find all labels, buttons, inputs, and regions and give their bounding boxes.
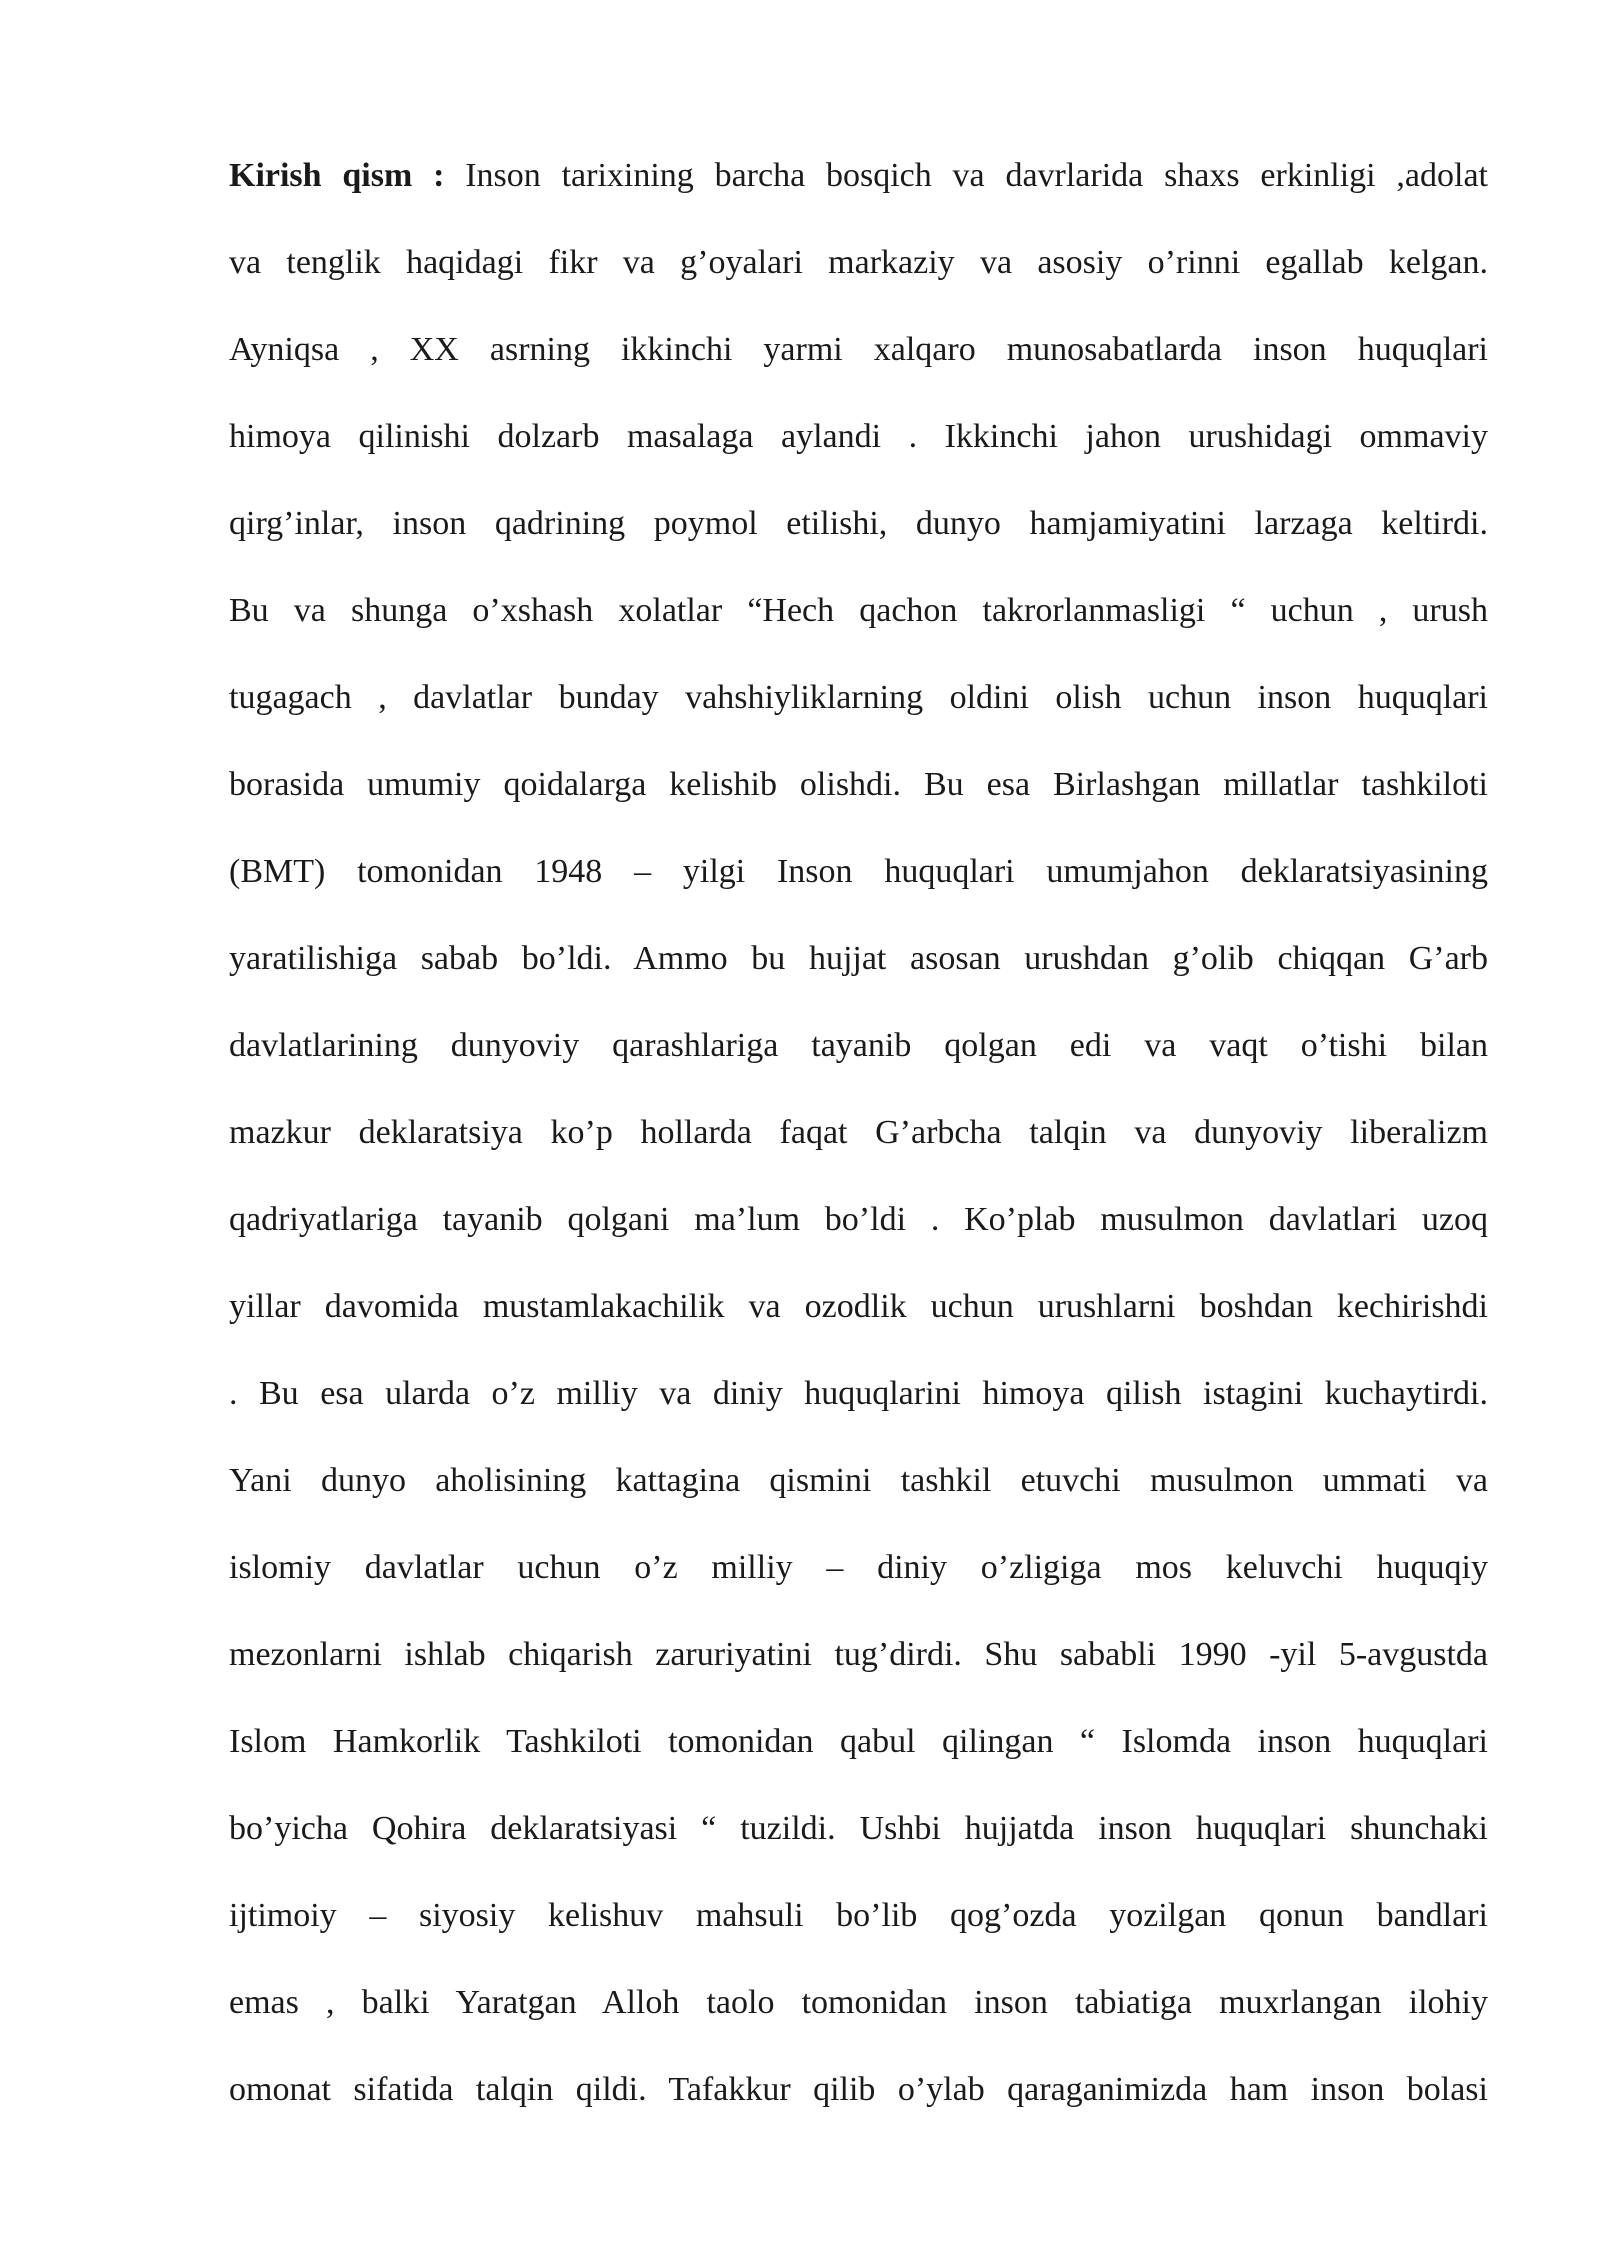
- text-line-7: tugagach , davlatlar bunday vahshiyliklarning oldini olish uchun inson huquqlari: [229, 679, 1488, 716]
- text-line-17: islomiy davlatlar uchun o’z milliy – diniy o’zligiga mos keluvchi huquqiy: [229, 1549, 1488, 1586]
- text-line-18: mezonlarni ishlab chiqarish zaruriyatini tug’dirdi. Shu sababli 1990 -yil 5-avgustda: [229, 1636, 1488, 1673]
- text-line-9: (BMT) tomonidan 1948 – yilgi Inson huquqlari umumjahon deklaratsiyasining: [229, 853, 1488, 890]
- text-line-14: yillar davomida mustamlakachilik va ozodlik uchun urushlarni boshdan kechirishdi: [229, 1288, 1488, 1325]
- text-line-23: omonat sifatida talqin qildi. Tafakkur qilib o’ylab qaraganimizda ham inson bolasi: [229, 2071, 1488, 2108]
- section-heading-lead: Kirish qism :: [229, 157, 445, 194]
- text-line-1: [229, 146, 1488, 233]
- text-line-3: Ayniqsa , XX asrning ikkinchi yarmi xalqaro munosabatlarda inson huquqlari: [229, 331, 1488, 368]
- text-line-19: Islom Hamkorlik Tashkiloti tomonidan qabul qilingan “ Islomda inson huquqlari: [229, 1723, 1488, 1760]
- text-line-5: qirg’inlar, inson qadrining poymol etilishi, dunyo hamjamiyatini larzaga keltirdi.: [229, 505, 1488, 542]
- text-line-2: va tenglik haqidagi fikr va g’oyalari markaziy va asosiy o’rinni egallab kelgan.: [229, 244, 1488, 281]
- text-line-20: bo’yicha Qohira deklaratsiyasi “ tuzildi. Ushbi hujjatda inson huquqlari shunchaki: [229, 1810, 1488, 1847]
- text-line-16: Yani dunyo aholisining kattagina qismini tashkil etuvchi musulmon ummati va: [229, 1462, 1488, 1499]
- text-line-10: yaratilishiga sabab bo’ldi. Ammo bu hujjat asosan urushdan g’olib chiqqan G’arb: [229, 940, 1488, 977]
- text-line-4: himoya qilinishi dolzarb masalaga aylandi . Ikkinchi jahon urushidagi ommaviy: [229, 418, 1488, 455]
- text-line-8: borasida umumiy qoidalarga kelishib olishdi. Bu esa Birlashgan millatlar tashkiloti: [229, 766, 1488, 803]
- text-line-11: davlatlarining dunyoviy qarashlariga tayanib qolgan edi va vaqt o’tishi bilan: [229, 1027, 1488, 1064]
- text-line-13: qadriyatlariga tayanib qolgani ma’lum bo’ldi . Ko’plab musulmon davlatlari uzoq: [229, 1201, 1488, 1238]
- text-line-12: mazkur deklaratsiya ko’p hollarda faqat G’arbcha talqin va dunyoviy liberalizm: [229, 1114, 1488, 1151]
- line-text: Inson tarixining barcha bosqich va davrlarida shaxs erkinligi ,adolat: [444, 157, 1488, 194]
- text-line-22: emas , balki Yaratgan Alloh taolo tomonidan inson tabiatiga muxrlangan ilohiy: [229, 1984, 1488, 2021]
- text-line-21: ijtimoiy – siyosiy kelishuv mahsuli bo’lib qog’ozda yozilgan qonun bandlari: [229, 1897, 1488, 1934]
- text-line-15: . Bu esa ularda o’z milliy va diniy huquqlarini himoya qilish istagini kuchaytirdi.: [229, 1375, 1488, 1412]
- introduction-paragraph: [229, 146, 1488, 2147]
- text-line-6: Bu va shunga o’xshash xolatlar “Hech qachon takrorlanmasligi “ uchun , urush: [229, 592, 1488, 629]
